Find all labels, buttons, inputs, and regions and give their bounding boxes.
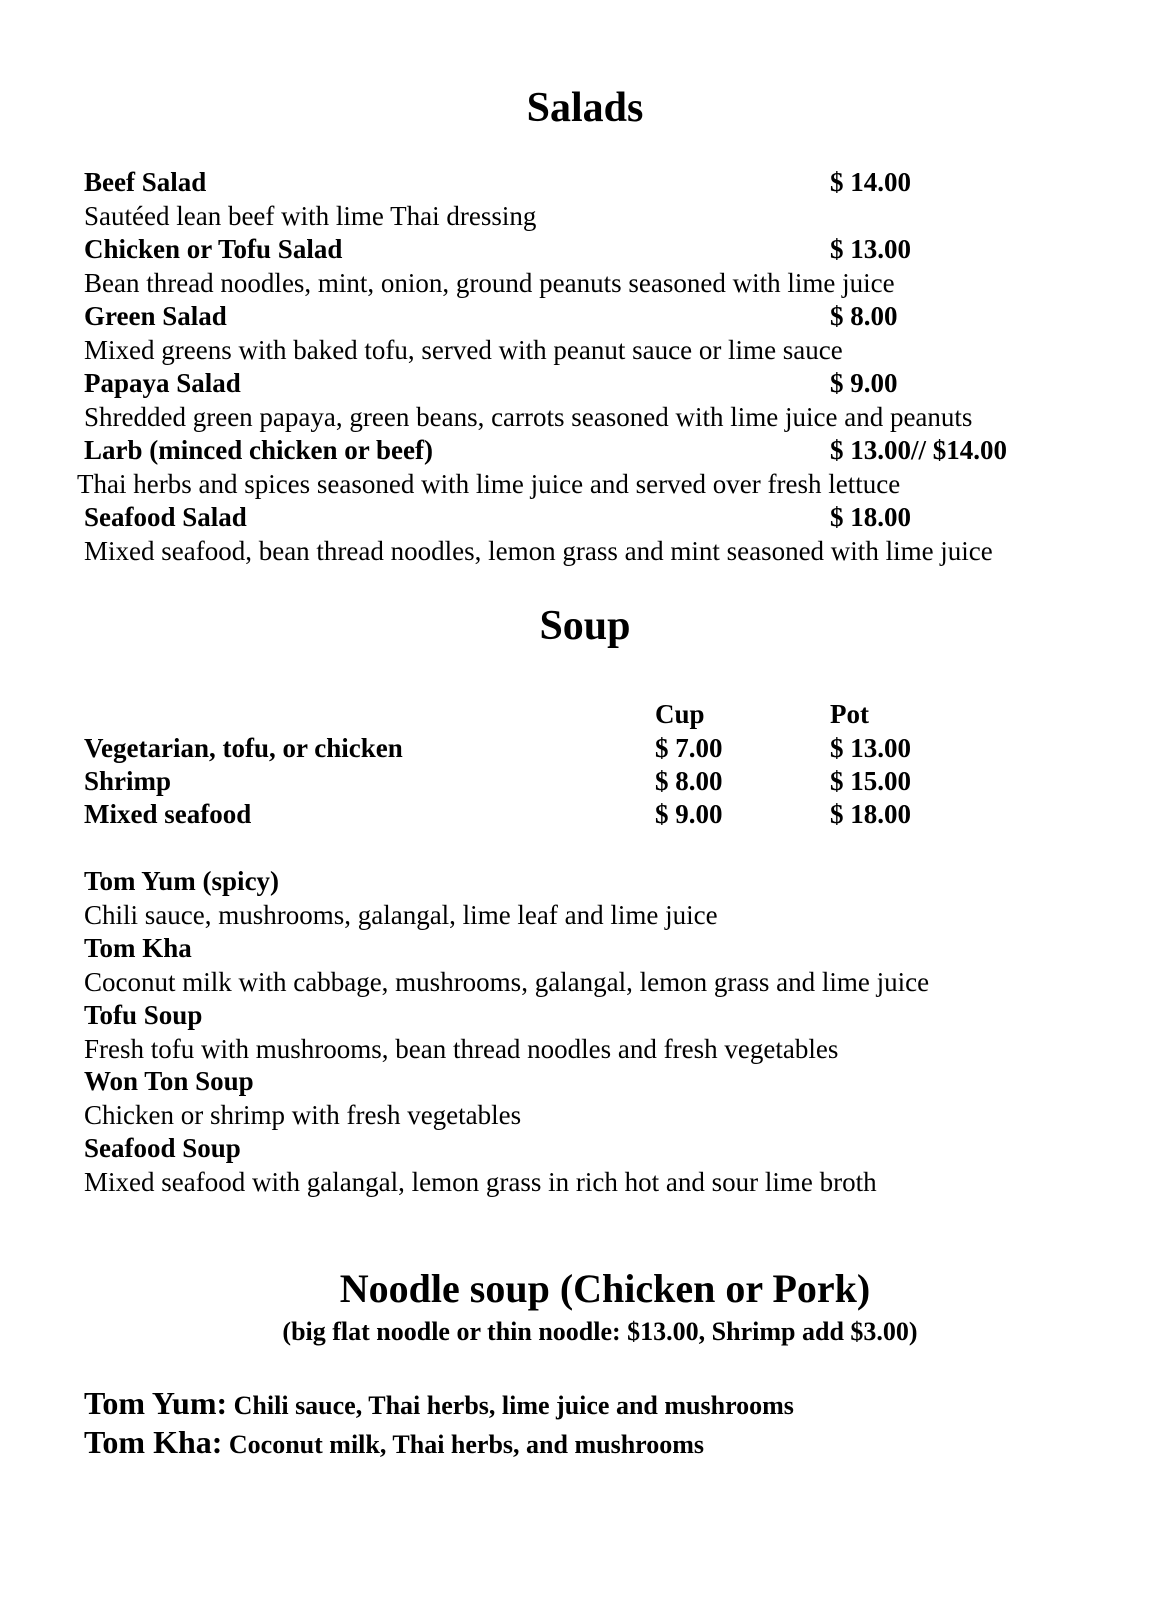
soup-name-tom-yum: Tom Yum (spicy) (84, 866, 280, 896)
salad-desc-papaya: Shredded green papaya, green beans, carrots seasoned with lime juice and peanuts (84, 402, 973, 432)
soup-price-pot-shrimp: $ 15.00 (830, 766, 911, 796)
salad-price-larb: $ 13.00// $14.00 (830, 435, 1008, 465)
noodle-desc-tom-yum: Chili sauce, Thai herbs, lime juice and mushrooms (227, 1391, 794, 1420)
soup-price-name-veg: Vegetarian, tofu, or chicken (84, 733, 403, 763)
salad-desc-seafood: Mixed seafood, bean thread noodles, lemon grass and mint seasoned with lime juice (84, 536, 993, 566)
soup-col-pot: Pot (830, 699, 869, 729)
soup-desc-tom-yum: Chili sauce, mushrooms, galangal, lime leaf and lime juice (84, 900, 718, 930)
soup-desc-won-ton: Chicken or shrimp with fresh vegetables (84, 1100, 522, 1130)
salad-name-larb: Larb (minced chicken or beef) (84, 435, 433, 465)
noodle-title: Noodle soup (Chicken or Pork) (339, 1266, 871, 1311)
noodle-subtitle: (big flat noodle or thin noodle: $13.00, Shrimp add $3.00) (282, 1317, 918, 1346)
soup-col-cup: Cup (655, 699, 705, 729)
salad-name-beef: Beef Salad (84, 167, 207, 197)
noodle-item-tom-yum (84, 1384, 794, 1425)
soup-price-pot-seafood: $ 18.00 (830, 799, 911, 829)
soup-name-seafood: Seafood Soup (84, 1133, 241, 1163)
salad-name-chicken-tofu: Chicken or Tofu Salad (84, 234, 343, 264)
soup-title: Soup (539, 603, 631, 649)
noodle-name-tom-kha: Tom Kha: (84, 1424, 223, 1460)
noodle-desc-tom-kha: Coconut milk, Thai herbs, and mushrooms (222, 1430, 705, 1459)
soup-desc-seafood: Mixed seafood with galangal, lemon grass in rich hot and sour lime broth (84, 1167, 877, 1197)
noodle-name-tom-yum: Tom Yum: (84, 1385, 228, 1421)
salad-name-green: Green Salad (84, 301, 227, 331)
soup-price-cup-seafood: $ 9.00 (655, 799, 723, 829)
soup-price-cup-shrimp: $ 8.00 (655, 766, 723, 796)
salad-price-seafood: $ 18.00 (830, 502, 911, 532)
soup-name-won-ton: Won Ton Soup (84, 1066, 254, 1096)
soup-price-pot-veg: $ 13.00 (830, 733, 911, 763)
salad-name-papaya: Papaya Salad (84, 368, 241, 398)
soup-price-name-seafood: Mixed seafood (84, 799, 252, 829)
salad-price-papaya: $ 9.00 (830, 368, 898, 398)
salad-price-chicken-tofu: $ 13.00 (830, 234, 911, 264)
salad-price-beef: $ 14.00 (830, 167, 911, 197)
salad-desc-green: Mixed greens with baked tofu, served with peanut sauce or lime sauce (84, 335, 843, 365)
salads-title: Salads (526, 85, 644, 131)
salad-desc-beef: Sautéed lean beef with lime Thai dressing (84, 201, 537, 231)
salad-price-green: $ 8.00 (830, 301, 898, 331)
soup-desc-tom-kha: Coconut milk with cabbage, mushrooms, galangal, lemon grass and lime juice (84, 967, 930, 997)
soup-price-cup-veg: $ 7.00 (655, 733, 723, 763)
salad-desc-larb: Thai herbs and spices seasoned with lime juice and served over fresh lettuce (77, 469, 901, 499)
noodle-item-tom-kha (84, 1423, 704, 1464)
salad-name-seafood: Seafood Salad (84, 502, 247, 532)
soup-name-tofu: Tofu Soup (84, 1000, 203, 1030)
soup-name-tom-kha: Tom Kha (84, 933, 192, 963)
salad-desc-chicken-tofu: Bean thread noodles, mint, onion, ground peanuts seasoned with lime juice (84, 268, 895, 298)
soup-price-name-shrimp: Shrimp (84, 766, 172, 796)
soup-desc-tofu: Fresh tofu with mushrooms, bean thread noodles and fresh vegetables (84, 1034, 839, 1064)
